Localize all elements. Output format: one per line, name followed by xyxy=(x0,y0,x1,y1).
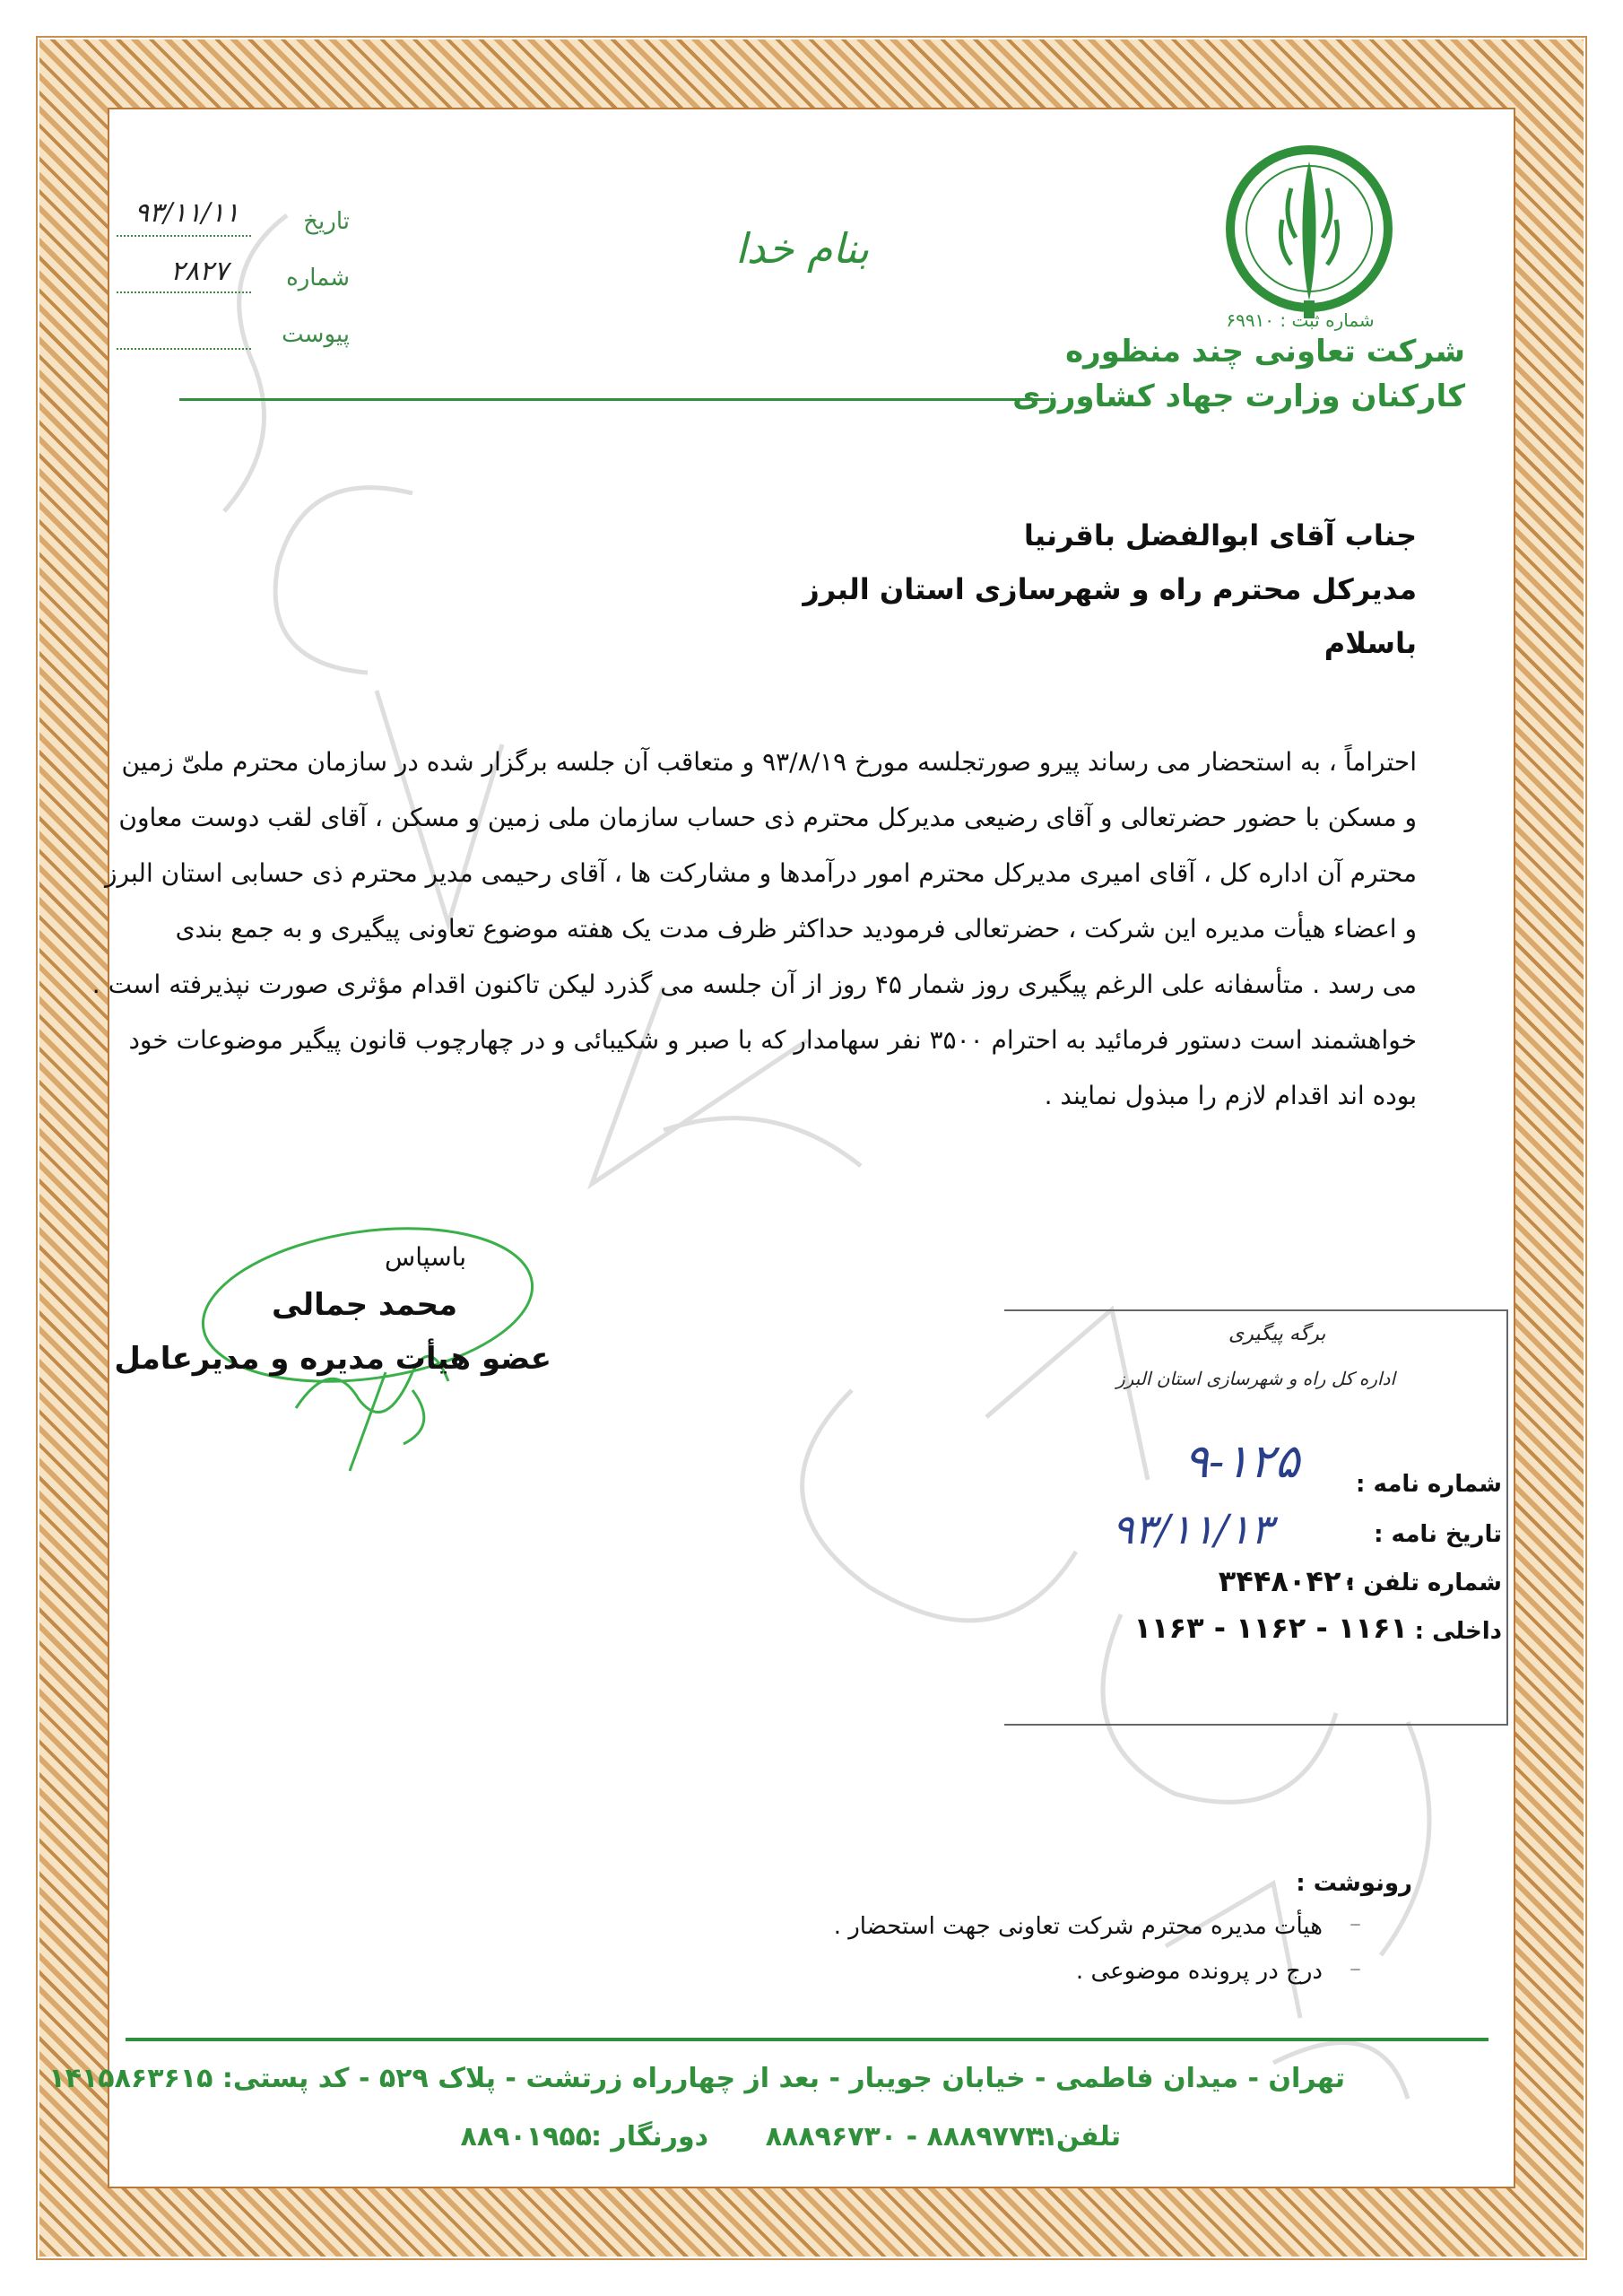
addressee-title: مدیرکل محترم راه و شهرسازی استان البرز xyxy=(803,572,1417,606)
footer-divider xyxy=(126,2038,1488,2041)
stamp-phone-value: ۳۴۴۸۰۴۲۰ xyxy=(1218,1564,1358,1598)
body-line-6: خواهشمند است دستور فرمائید به احترام ۳۵۰۰ نفر سهامدار که با صبر و شکیبائی و در چهارچوب قانون پیگیر موضوعات خود xyxy=(128,1025,1417,1055)
signatory-name: محمد جمالی xyxy=(271,1287,457,1323)
cc-label: رونوشت : xyxy=(1296,1870,1412,1897)
signatory-title: عضو هیأت مدیره و مدیرعامل xyxy=(114,1341,551,1377)
stamp-handwritten-line1: برگه پیگیری xyxy=(1228,1323,1326,1345)
org-name-line2: کارکنان وزارت جهاد کشاورزی xyxy=(1012,378,1465,414)
header-divider xyxy=(179,398,1049,401)
date-dotted-line xyxy=(117,235,251,237)
signature-thanks: باسپاس xyxy=(385,1242,466,1272)
org-name-line1: شرکت تعاونی چند منظوره xyxy=(1065,334,1465,370)
body-line-3: محترم آن اداره کل ، آقای امیری مدیرکل محترم امور درآمدها و مشارکت ها ، آقای رحیمی مدیر محترم ذی حسابی استان البرز xyxy=(105,858,1417,888)
stamp-letter-date-value: ۹۳/۱۱/۱۳ xyxy=(1112,1505,1273,1553)
addressee-name: جناب آقای ابوالفضل باقرنیا xyxy=(1023,518,1417,552)
footer-fax: ۸۸۹۰۱۹۵۵ xyxy=(460,2121,592,2152)
greeting: باسلام xyxy=(1324,626,1417,660)
attachment-dotted-line xyxy=(117,348,251,350)
body-line-5: می رسد . متأسفانه علی الرغم پیگیری روز شمار ۴۵ روز از آن جلسه می گذرد لیکن تاکنون اقدام مؤثری صورت نپذیرفته است . xyxy=(91,970,1417,999)
stamp-letter-no-value: ۹-۱۲۵ xyxy=(1184,1435,1300,1489)
number-value: ۲۸۲۷ xyxy=(170,256,229,287)
stamp-extension-value: ۱۱۶۱ - ۱۱۶۲ - ۱۱۶۳ xyxy=(1133,1611,1408,1645)
body-line-4: و اعضاء هیأت مدیره این شرکت ، حضرتعالی فرمودید حداکثر ظرف مدت یک هفته موضوع تعاونی پیگیری و به جمع بندی xyxy=(175,914,1417,944)
stamp-letter-no-label: شماره نامه : xyxy=(1356,1471,1502,1498)
cc-item-2: درج در پرونده موضوعی . xyxy=(1075,1958,1323,1985)
invocation-text: بنام خدا xyxy=(735,224,870,273)
footer-phone-label: تلفن : xyxy=(1036,2121,1121,2152)
footer-address: تهران - میدان فاطمی - خیابان جویبار - بعد از چهارراه زرتشت - پلاک ۵۲۹ - کد پستی: ۱۴۱۵۸۶۳۶۱۵ xyxy=(48,2063,1345,2094)
attachment-label: پیوست xyxy=(282,321,350,348)
stamp-extension-label: داخلی : xyxy=(1414,1618,1502,1645)
number-label: شماره xyxy=(286,265,350,291)
cc-bullet-2: – xyxy=(1350,1955,1361,1982)
date-label: تاریخ xyxy=(303,208,350,235)
number-dotted-line xyxy=(117,291,251,293)
stamp-handwritten-line2: اداره کل راه و شهرسازی استان البرز xyxy=(1116,1368,1396,1389)
cc-bullet-1: – xyxy=(1350,1910,1361,1937)
cc-item-1: هیأت مدیره محترم شرکت تعاونی جهت استحضار . xyxy=(833,1913,1323,1940)
footer-fax-label: دورنگار : xyxy=(590,2121,708,2152)
stamp-phone-label: شماره تلفن : xyxy=(1345,1570,1502,1596)
body-line-2: و مسکن با حضور حضرتعالی و آقای رضیعی مدیرکل محترم ذی حساب سازمان ملی زمین و مسکن ، آقای لقب دوست معاون xyxy=(118,803,1417,832)
stamp-letter-date-label: تاریخ نامه : xyxy=(1374,1521,1502,1548)
date-value: ۹۳/۱۱/۱۱ xyxy=(135,197,239,229)
body-line-7: بوده اند اقدام لازم را مبذول نمایند . xyxy=(1044,1081,1417,1110)
body-line-1: احتراماً ، به استحضار می رساند پیرو صورتجلسه مورخ ۹۳/۸/۱۹ و متعاقب آن جلسه برگزار شده در سازمان محترم ملیّ زمین xyxy=(121,747,1417,777)
registration-number: شماره ثبت : ۶۹۹۱۰ xyxy=(1226,309,1375,331)
footer-phones: ۸۸۸۹۷۷۳۱ - ۸۸۸۹۶۷۳۰ xyxy=(765,2121,1058,2152)
